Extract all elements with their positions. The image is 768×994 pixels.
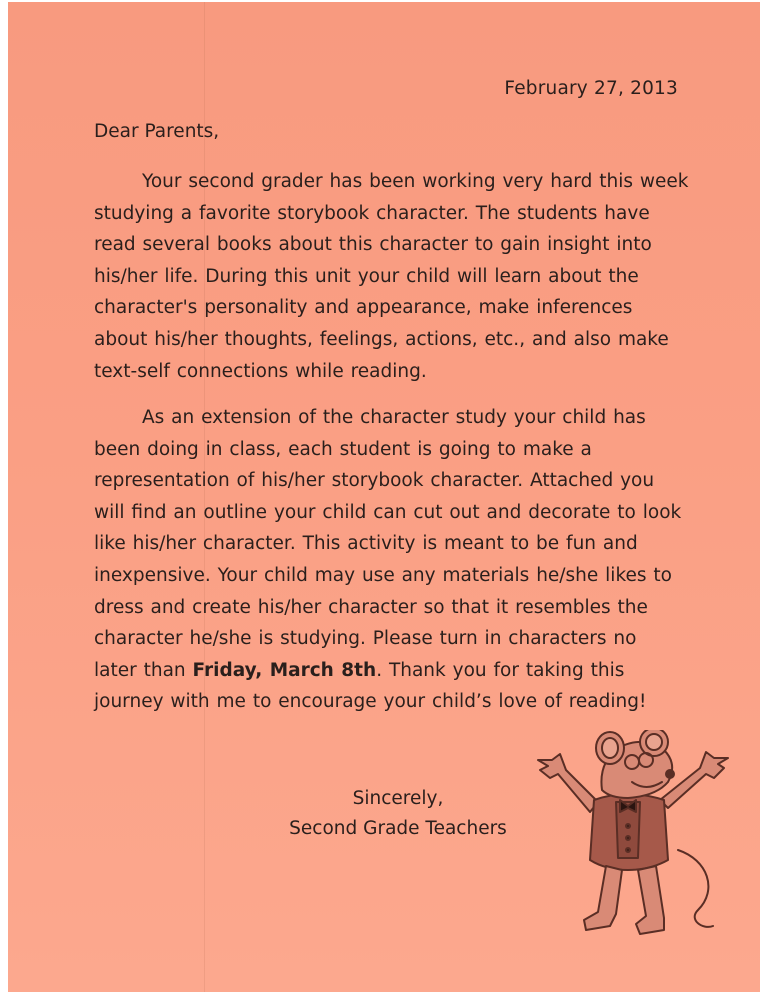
deadline-suffix: . Thank you for taking this [376, 659, 625, 681]
paragraph-line: read several books about this character to gain insight into [94, 234, 652, 256]
paragraph-line: been doing in class, each student is going to make a [94, 438, 592, 460]
deadline-prefix: later than [94, 659, 193, 681]
letter-closing: Sincerely, [352, 788, 444, 809]
deadline-line [94, 655, 694, 687]
paragraph-line: dress and create his/her character so that it resembles the [94, 596, 648, 618]
paragraph-line: character's personality and appearance, make inferences [94, 297, 633, 319]
deadline-date: Friday, March 8th [192, 659, 377, 681]
cartoon-mouse-gentleman-icon [528, 730, 738, 950]
paragraph-2 [94, 402, 694, 718]
paragraph-line: As an extension of the character study your child has [142, 407, 646, 428]
letter-sheet [8, 2, 760, 992]
paragraph-line: representation of his/her storybook character. Attached you [94, 470, 655, 492]
paragraph-line: journey with me to encourage your child’s love of reading! [94, 691, 647, 713]
paragraph-line: like his/her character. This activity is meant to be fun and [94, 533, 638, 555]
parent-letter [8, 2, 760, 992]
paragraph-1 [94, 166, 694, 387]
letter-signature: Second Grade Teachers [289, 818, 507, 839]
paragraph-line: character he/she is studying. Please turn in characters no [94, 628, 637, 650]
paragraph-line: will find an outline your child can cut out and decorate to look [94, 501, 682, 523]
paragraph-line: text-self connections while reading. [94, 360, 427, 382]
letter-date: February 27, 2013 [504, 78, 678, 99]
paragraph-line: Your second grader has been working very hard this week [142, 171, 689, 192]
paragraph-line: his/her life. During this unit your child will learn about the [94, 265, 639, 287]
letter-greeting: Dear Parents, [94, 121, 220, 142]
paragraph-line: studying a favorite storybook character. The students have [94, 202, 650, 224]
paragraph-line: about his/her thoughts, feelings, actions, etc., and also make [94, 328, 669, 350]
paragraph-line: inexpensive. Your child may use any materials he/she likes to [94, 564, 672, 586]
